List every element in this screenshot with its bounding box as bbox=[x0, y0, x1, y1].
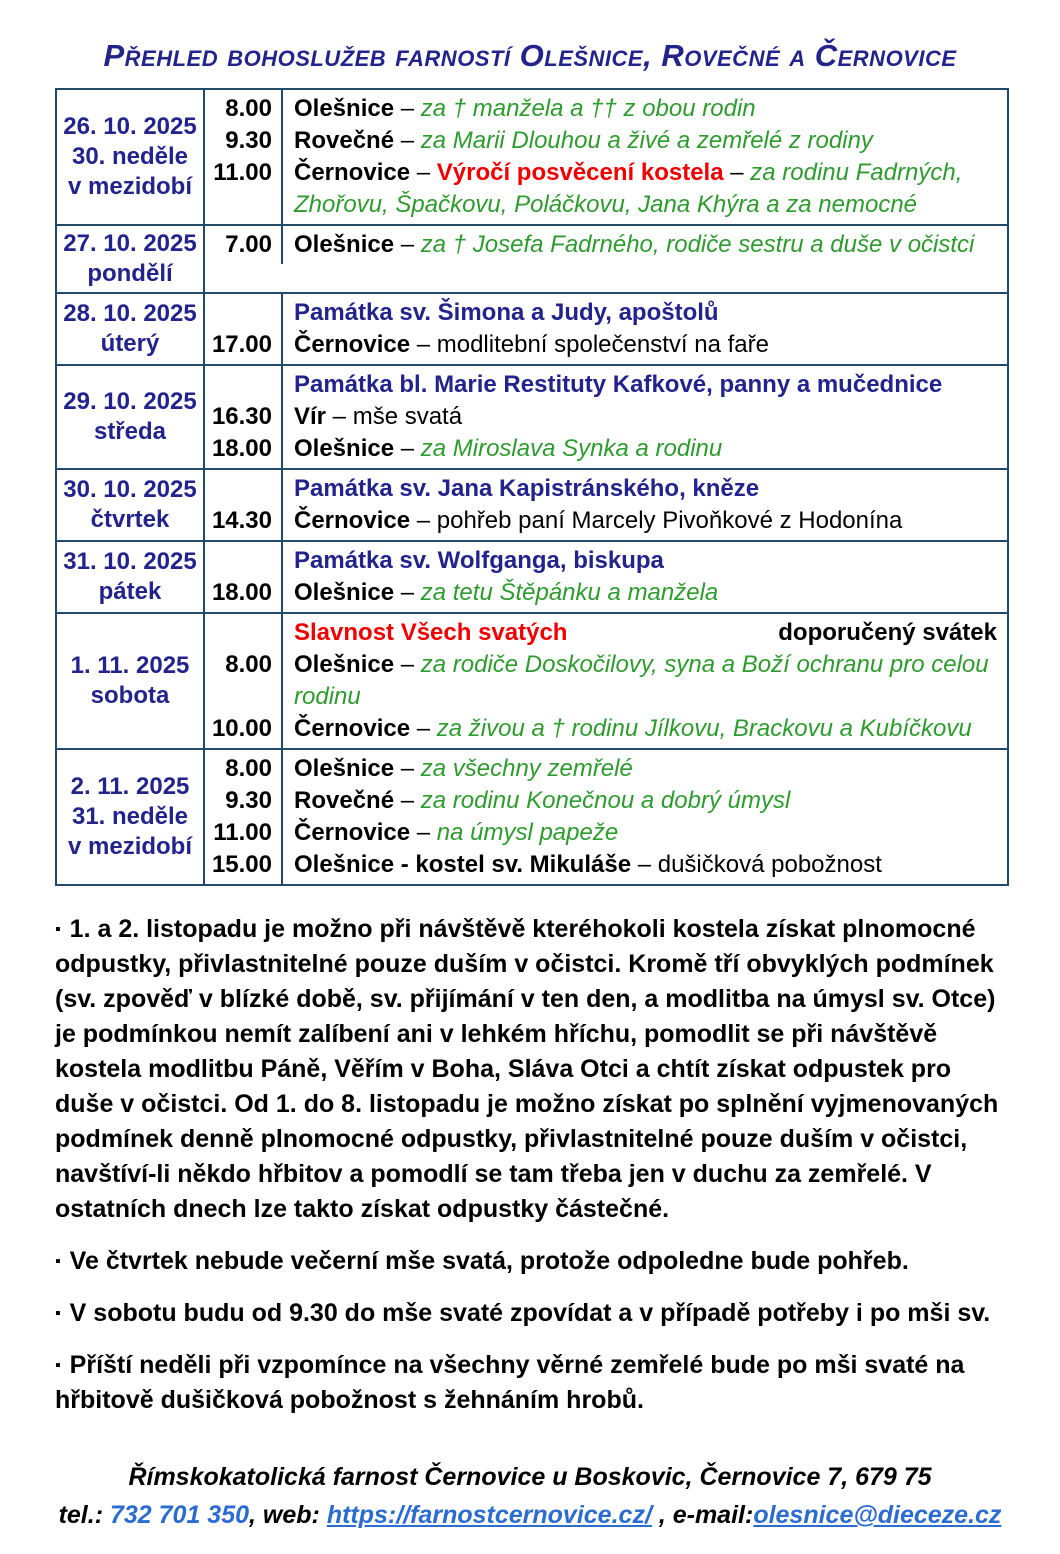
text-segment-red: Výročí posvěcení kostela bbox=[436, 159, 724, 186]
entries bbox=[205, 294, 1007, 364]
text-segment-plain: – bbox=[394, 755, 421, 782]
date-cell bbox=[57, 614, 205, 748]
date-line: v mezidobí bbox=[67, 833, 193, 860]
schedule-entry bbox=[205, 713, 1007, 748]
date-line: 2. 11. 2025 bbox=[70, 773, 190, 800]
footer-web-link[interactable]: https://farnostcernovice.cz/ bbox=[326, 1501, 652, 1529]
text-segment-green: za † Josefa Fadrného, rodiče sestru a duše v očistci bbox=[420, 231, 975, 258]
time-cell: 10.00 bbox=[205, 713, 283, 748]
note-text: Ve čtvrtek nebude večerní mše svatá, protože odpoledne bude pohřeb. bbox=[69, 1247, 909, 1275]
table-row bbox=[57, 748, 1007, 884]
time-cell bbox=[205, 614, 283, 649]
schedule-entry bbox=[205, 817, 1007, 849]
entry-text bbox=[283, 366, 1007, 401]
date-cell bbox=[57, 226, 205, 292]
schedule-entry bbox=[205, 125, 1007, 157]
entry-text bbox=[283, 401, 1007, 433]
time-cell: 17.00 bbox=[205, 329, 283, 364]
entry-text bbox=[283, 649, 1007, 713]
footer-contact-line bbox=[55, 1496, 1005, 1534]
text-segment-place: Olešnice bbox=[294, 95, 395, 122]
table-row bbox=[57, 364, 1007, 468]
text-segment-green: za † manžela a †† z obou rodin bbox=[420, 95, 756, 122]
schedule-entry bbox=[205, 433, 1007, 468]
text-segment-green: za rodinu Konečnou a dobrý úmysl bbox=[420, 787, 791, 814]
text-segment-feast: Památka sv. Jana Kapistránského, kněze bbox=[294, 475, 760, 502]
text-segment-green: za tetu Štěpánku a manžela bbox=[420, 579, 719, 606]
entry-text bbox=[283, 157, 1007, 224]
bullet-icon: ▪ bbox=[55, 1305, 61, 1322]
time-cell bbox=[205, 366, 283, 401]
date-line: 26. 10. 2025 bbox=[63, 113, 197, 140]
text-segment-place: Olešnice bbox=[294, 435, 395, 462]
text-segment-green: za všechny zemřelé bbox=[420, 755, 633, 782]
entry-text bbox=[283, 125, 1007, 157]
text-segment-green: za Miroslava Synka a rodinu bbox=[420, 435, 723, 462]
text-segment-plain: – bbox=[723, 159, 751, 186]
entry-text bbox=[283, 226, 1007, 264]
text-segment-plain: – bbox=[394, 127, 421, 154]
date-line: 27. 10. 2025 bbox=[63, 230, 197, 257]
date-line: 31. neděle bbox=[71, 803, 189, 830]
table-row bbox=[57, 224, 1007, 292]
date-cell bbox=[57, 750, 205, 884]
note-text: 1. a 2. listopadu je možno při návštěvě kteréhokoli kostela získat plnomocné odpustky, přivlastnitelné pouze duším v očistci. Kromě tří obvyklých podmínek (sv. zpověď v blízké době, sv. přijímání v ten den, a modlitba na úmysl sv. Otce) je podmínkou nemít zalíbení ani v lehkém hříchu, pomodlit se při návštěvě kostela modlitbu Páně, Věřím v Boha, Sláva Otci a chtít získat odpustek pro duše v očistci. Od 1. do 8. listopadu je možno získat po splnění vyjmenovaných podmínek denně plnomocné odpustky, přivlastnitelné pouze duším v očistci, navštíví-li někdo hřbitov a pomodlí se tam třeba jen v duchu za zemřelé. V ostatních dnech lze takto získat odpustky částečné. bbox=[55, 915, 999, 1223]
text-segment-plain: – pohřeb paní Marcely Pivoňkové z Hodonína bbox=[410, 507, 903, 534]
footer bbox=[55, 1458, 1005, 1534]
text-segment-place: Černovice bbox=[294, 715, 411, 742]
document-page bbox=[55, 38, 1005, 1534]
time-cell: 7.00 bbox=[205, 226, 283, 264]
entry-text bbox=[283, 542, 1007, 577]
footer-phone: 732 701 350 bbox=[109, 1501, 250, 1529]
note-text: Příští neděli při vzpomínce na všechny věrné zemřelé bude po mši svaté na hřbitově dušičková pobožnost s žehnáním hrobů. bbox=[55, 1351, 965, 1414]
text-segment-place: Vír bbox=[294, 403, 327, 430]
text-segment-right: doporučený svátek bbox=[778, 619, 997, 646]
date-line: v mezidobí bbox=[67, 173, 193, 200]
schedule-entry bbox=[205, 542, 1007, 577]
text-segment-feast: Památka bl. Marie Restituty Kafkové, panny a mučednice bbox=[294, 371, 943, 398]
time-cell bbox=[205, 542, 283, 577]
schedule-entry bbox=[205, 90, 1007, 125]
bullet-icon: ▪ bbox=[55, 921, 61, 938]
time-cell bbox=[205, 470, 283, 505]
date-cell bbox=[57, 542, 205, 612]
text-segment-plain: – mše svatá bbox=[326, 403, 463, 430]
text-segment-plain: – dušičková pobožnost bbox=[631, 851, 882, 878]
entry-text bbox=[283, 817, 1007, 849]
date-line: 30. neděle bbox=[71, 143, 189, 170]
text-segment-green: za rodinu Fadrných, Zhořovu, Špačkovu, Poláčkovu, Jana Khýra a za nemocné bbox=[294, 159, 963, 218]
text-segment-plain: – bbox=[410, 159, 437, 186]
time-cell bbox=[205, 294, 283, 329]
date-line: 28. 10. 2025 bbox=[63, 300, 197, 327]
entries bbox=[205, 366, 1007, 468]
footer-tel-label: tel.: bbox=[58, 1501, 110, 1529]
text-segment-plain: – bbox=[394, 651, 421, 678]
text-segment-place: Rovečné bbox=[294, 127, 395, 154]
entry-text bbox=[283, 470, 1007, 505]
text-segment-place: Olešnice bbox=[294, 579, 395, 606]
page-title: Přehled bohoslužeb farností Olešnice, Rovečné a Černovice bbox=[103, 38, 957, 73]
text-segment-place: Černovice bbox=[294, 819, 411, 846]
time-cell: 9.30 bbox=[205, 785, 283, 817]
entries bbox=[205, 226, 1007, 292]
footer-email-link[interactable]: olesnice@dieceze.cz bbox=[753, 1501, 1002, 1529]
date-line: 29. 10. 2025 bbox=[63, 388, 197, 415]
bullet-icon: ▪ bbox=[55, 1357, 61, 1374]
time-cell: 8.00 bbox=[205, 750, 283, 785]
time-cell: 16.30 bbox=[205, 401, 283, 433]
entries bbox=[205, 614, 1007, 748]
text-segment-plain: – bbox=[394, 95, 421, 122]
note-paragraph bbox=[55, 912, 1005, 1227]
note-paragraph bbox=[55, 1296, 1005, 1331]
text-segment-plain: – bbox=[410, 819, 437, 846]
entries bbox=[205, 542, 1007, 612]
text-segment-plain: – modlitební společenství na faře bbox=[410, 331, 769, 358]
time-cell: 8.00 bbox=[205, 649, 283, 713]
entry-text bbox=[283, 505, 1007, 540]
table-row bbox=[57, 540, 1007, 612]
text-segment-green: na úmysl papeže bbox=[436, 819, 619, 846]
entry-text bbox=[283, 329, 1007, 364]
entries bbox=[205, 90, 1007, 224]
entry-text bbox=[283, 849, 1007, 884]
schedule-entry bbox=[205, 614, 1007, 649]
time-cell: 8.00 bbox=[205, 90, 283, 125]
date-line: čtvrtek bbox=[90, 506, 170, 533]
footer-web-label: , web: bbox=[249, 1501, 327, 1529]
schedule-entry bbox=[205, 849, 1007, 884]
notes bbox=[55, 912, 1005, 1418]
schedule-entry bbox=[205, 470, 1007, 505]
entries bbox=[205, 470, 1007, 540]
bullet-icon: ▪ bbox=[55, 1253, 61, 1270]
date-line: středa bbox=[93, 418, 167, 445]
schedule-entry bbox=[205, 785, 1007, 817]
note-paragraph bbox=[55, 1244, 1005, 1279]
text-segment-green: za živou a † rodinu Jílkovu, Brackovu a Kubíčkovu bbox=[436, 715, 972, 742]
date-cell bbox=[57, 90, 205, 224]
text-segment-place: Olešnice bbox=[294, 755, 395, 782]
date-line: sobota bbox=[90, 682, 170, 709]
text-segment-feast: Památka sv. Šimona a Judy, apoštolů bbox=[294, 299, 719, 326]
text-segment-place: Rovečné bbox=[294, 787, 395, 814]
text-segment-red: Slavnost Všech svatých bbox=[294, 619, 568, 646]
date-line: 31. 10. 2025 bbox=[63, 548, 197, 575]
schedule-entry bbox=[205, 401, 1007, 433]
entries bbox=[205, 750, 1007, 884]
time-cell: 18.00 bbox=[205, 577, 283, 612]
entry-text bbox=[283, 750, 1007, 785]
table-row bbox=[57, 90, 1007, 224]
date-cell bbox=[57, 366, 205, 468]
entry-text bbox=[283, 713, 1007, 748]
time-cell: 9.30 bbox=[205, 125, 283, 157]
entry-text bbox=[283, 785, 1007, 817]
text-segment-place: Olešnice bbox=[294, 651, 395, 678]
schedule-entry bbox=[205, 750, 1007, 785]
text-segment-plain: – bbox=[394, 231, 421, 258]
text-segment-place: Olešnice - kostel sv. Mikuláše bbox=[294, 851, 632, 878]
entry-text bbox=[283, 294, 1007, 329]
schedule-entry bbox=[205, 294, 1007, 329]
note-paragraph bbox=[55, 1348, 1005, 1418]
entry-text bbox=[283, 614, 1007, 649]
time-cell: 18.00 bbox=[205, 433, 283, 468]
schedule-entry bbox=[205, 649, 1007, 713]
text-segment-plain: – bbox=[394, 435, 421, 462]
text-segment-feast: Památka sv. Wolfganga, biskupa bbox=[294, 547, 664, 574]
text-segment-place: Černovice bbox=[294, 507, 411, 534]
date-line: pondělí bbox=[87, 260, 173, 287]
text-segment-green: za rodiče Doskočilovy, syna a Boží ochranu pro celou rodinu bbox=[294, 651, 989, 710]
text-segment-plain: – bbox=[410, 715, 437, 742]
text-segment-place: Olešnice bbox=[294, 231, 395, 258]
time-cell: 11.00 bbox=[205, 157, 283, 224]
text-segment-plain: – bbox=[394, 787, 421, 814]
table-row bbox=[57, 468, 1007, 540]
text-segment-place: Černovice bbox=[294, 159, 411, 186]
text-segment-plain: – bbox=[394, 579, 421, 606]
time-cell: 14.30 bbox=[205, 505, 283, 540]
schedule-entry bbox=[205, 366, 1007, 401]
entry-text bbox=[283, 90, 1007, 125]
date-cell bbox=[57, 470, 205, 540]
date-line: pátek bbox=[98, 578, 162, 605]
text-segment-place: Černovice bbox=[294, 331, 411, 358]
schedule-entry bbox=[205, 577, 1007, 612]
footer-parish-address: Římskokatolická farnost Černovice u Boskovic, Černovice 7, 679 75 bbox=[128, 1463, 932, 1491]
entry-text bbox=[283, 433, 1007, 468]
footer-email-label: , e-mail: bbox=[651, 1501, 754, 1529]
table-row bbox=[57, 292, 1007, 364]
date-line: 1. 11. 2025 bbox=[70, 652, 190, 679]
date-line: 30. 10. 2025 bbox=[63, 476, 197, 503]
note-text: V sobotu budu od 9.30 do mše svaté zpovídat a v případě potřeby i po mši sv. bbox=[69, 1299, 991, 1327]
schedule-entry bbox=[205, 329, 1007, 364]
schedule-entry bbox=[205, 157, 1007, 224]
schedule-table bbox=[55, 88, 1009, 886]
schedule-entry bbox=[205, 505, 1007, 540]
schedule-entry bbox=[205, 226, 1007, 264]
entry-text bbox=[283, 577, 1007, 612]
date-line: úterý bbox=[100, 330, 160, 357]
table-row bbox=[57, 612, 1007, 748]
date-cell bbox=[57, 294, 205, 364]
time-cell: 11.00 bbox=[205, 817, 283, 849]
text-segment-green: za Marii Dlouhou a živé a zemřelé z rodiny bbox=[420, 127, 873, 154]
time-cell: 15.00 bbox=[205, 849, 283, 884]
